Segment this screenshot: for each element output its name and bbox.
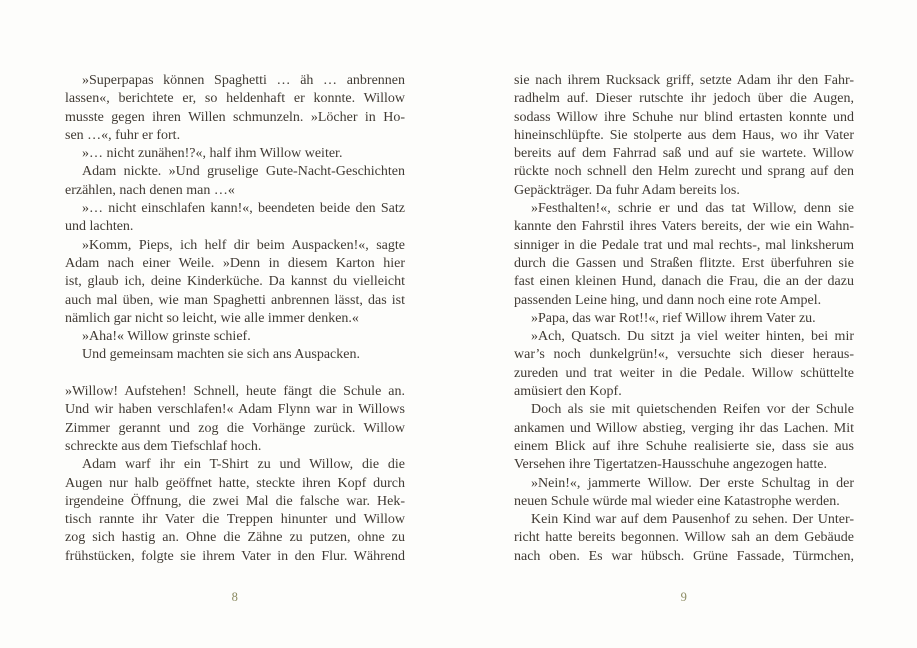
text-line: richt hatte bereits begonnen. Willow sah an dem Gebäude	[514, 530, 854, 546]
book-page-left	[65, 72, 405, 566]
paragraph	[514, 72, 854, 200]
text-line: und lachten.	[65, 219, 134, 235]
book-page-right	[514, 72, 854, 566]
text-line: schreckte aus dem Tiefschlaf hoch.	[65, 438, 262, 454]
paragraph	[514, 475, 854, 512]
text-line: ist, glaub ich, deine Kinderküche. Da kannst du vielleicht	[65, 274, 405, 290]
text-line: durch die Gassen und Straßen flitzte. Erst überfuhren sie	[514, 255, 854, 271]
text-line: nach oben. Es war hübsch. Grüne Fassade, Türmchen,	[514, 548, 854, 564]
text-line: »Ach, Quatsch. Du sitzt ja viel weiter hinten, bei mir	[531, 329, 854, 345]
paragraph	[514, 200, 854, 310]
text-line: »Festhalten!«, schrie er und das tat Willow, denn sie	[531, 201, 854, 217]
text-line: Augen nur halb geöffnet hatte, steckte ihren Kopf durch	[65, 475, 405, 491]
text-line: neuen Schule würde mal wieder eine Katastrophe werden.	[514, 493, 840, 509]
text-line: »… nicht zunähen!?«, half ihm Willow weiter.	[82, 146, 343, 162]
paragraph	[514, 328, 854, 401]
text-line: Versehen ihre Tigertatzen-Hausschuhe angezogen hatte.	[514, 457, 827, 473]
text-line: zureden und trat weiter in die Pedale. Willow schüttelte	[514, 365, 854, 381]
text-line: musste gegen ihren Willen schmunzeln. »Löcher in Ho-	[65, 109, 405, 125]
paragraph	[514, 511, 854, 566]
text-line: Und gemeinsam machten sie sich ans Auspacken.	[82, 347, 360, 363]
text-line: Zimmer gerannt und zog die Vorhänge zurück. Willow	[65, 420, 405, 436]
text-line: zog sich hastig an. Ohne die Zähne zu putzen, ohne zu	[65, 530, 405, 546]
text-line: hineinschlüpfte. Sie stolperte aus dem Haus, wo ihr Vater	[514, 127, 854, 143]
text-line: irgendeine Öffnung, die zwei Mal die falsche war. Hek-	[65, 493, 405, 509]
text-line: Doch als sie mit quietschenden Reifen vor der Schule	[531, 402, 854, 418]
page-number-left: 8	[231, 590, 239, 604]
paragraph	[65, 456, 405, 566]
text-line: sinniger in die Pedale trat und mal rechts-, mal linksherum	[514, 237, 854, 253]
text-line: fast einen kleinen Hund, danach die Frau, die an der dazu	[514, 274, 854, 290]
text-line: war’s noch dunkelgrün!«, versuchte sich dieser heraus-	[514, 347, 854, 363]
text-line: »Willow! Aufstehen! Schnell, heute fängt die Schule an.	[65, 384, 405, 400]
paragraph	[514, 310, 854, 328]
paragraph	[65, 163, 405, 200]
paragraph	[65, 200, 405, 237]
text-line: bereits auf dem Fahrrad saß und auf sie wartete. Willow	[514, 146, 854, 162]
text-line: ankamen und Willow abstieg, verging ihr das Lachen. Mit	[514, 420, 854, 436]
text-line: einem Blick auf ihre Schuhe realisierte sie, dass sie aus	[514, 438, 854, 454]
paragraph	[65, 328, 405, 346]
text-line: Und wir haben verschlafen!« Adam Flynn war in Willows	[65, 402, 405, 418]
text-line: frühstücken, folgte sie ihrem Vater in den Flur. Während	[65, 548, 405, 564]
text-line: lassen«, berichtete er, so heldenhaft er konnte. Willow	[65, 91, 405, 107]
text-line: Kein Kind war auf dem Pausenhof zu sehen. Der Unter-	[531, 512, 854, 528]
text-line: passenden Leine hing, und dann noch eine rote Ampel.	[514, 292, 822, 308]
text-line: Gepäckträger. Da fuhr Adam bereits los.	[514, 182, 740, 198]
text-line: Adam nach einer Weile. »Denn in diesem Karton hier	[65, 255, 405, 271]
text-line: »… nicht einschlafen kann!«, beendeten beide den Satz	[82, 201, 405, 217]
paragraph	[65, 237, 405, 328]
text-line: erzählen, nach denen man …«	[65, 182, 235, 198]
text-line: Adam nickte. »Und gruselige Gute-Nacht-Geschichten	[82, 164, 405, 180]
text-line: Adam warf ihr ein T-Shirt zu und Willow, die die	[82, 457, 405, 473]
text-line: radhelm auf. Dieser rutschte ihr jedoch über die Augen,	[514, 91, 854, 107]
text-line: sodass Willow ihre Schuhe nur blind ertasten konnte und	[514, 109, 854, 125]
paragraph	[65, 72, 405, 145]
text-line: tisch rannte ihr Vater die Treppen hinunter und Willow	[65, 512, 405, 528]
text-line: »Komm, Pieps, ich helf dir beim Auspacken!«, sagte	[82, 237, 405, 253]
text-line: »Superpapas können Spaghetti … äh … anbrennen	[82, 73, 405, 88]
paragraph	[65, 383, 405, 456]
text-line: amüsiert den Kopf.	[514, 384, 622, 400]
text-line: nämlich gar nicht so leicht, wie alle immer denken.«	[65, 310, 359, 326]
text-line: kannte den Fahrstil ihres Vaters bereits, der wie ein Wahn-	[514, 219, 854, 235]
text-line: sie nach ihrem Rucksack griff, setzte Adam ihr den Fahr-	[514, 73, 854, 88]
text-line: »Aha!« Willow grinste schief.	[82, 329, 251, 345]
text-line: »Papa, das war Rot!!«, rief Willow ihrem Vater zu.	[531, 310, 816, 326]
paragraph	[514, 401, 854, 474]
text-line: »Nein!«, jammerte Willow. Der erste Schultag in der	[531, 475, 854, 491]
paragraph	[65, 346, 405, 364]
page-number-right: 9	[680, 590, 688, 604]
text-line: sen …«, fuhr er fort.	[65, 127, 181, 143]
text-line: auch mal üben, wie man Spaghetti anbrennen lässt, das ist	[65, 292, 405, 308]
text-line: rückte noch schnell den Helm zurecht und sprang auf den	[514, 164, 854, 180]
paragraph	[65, 145, 405, 163]
